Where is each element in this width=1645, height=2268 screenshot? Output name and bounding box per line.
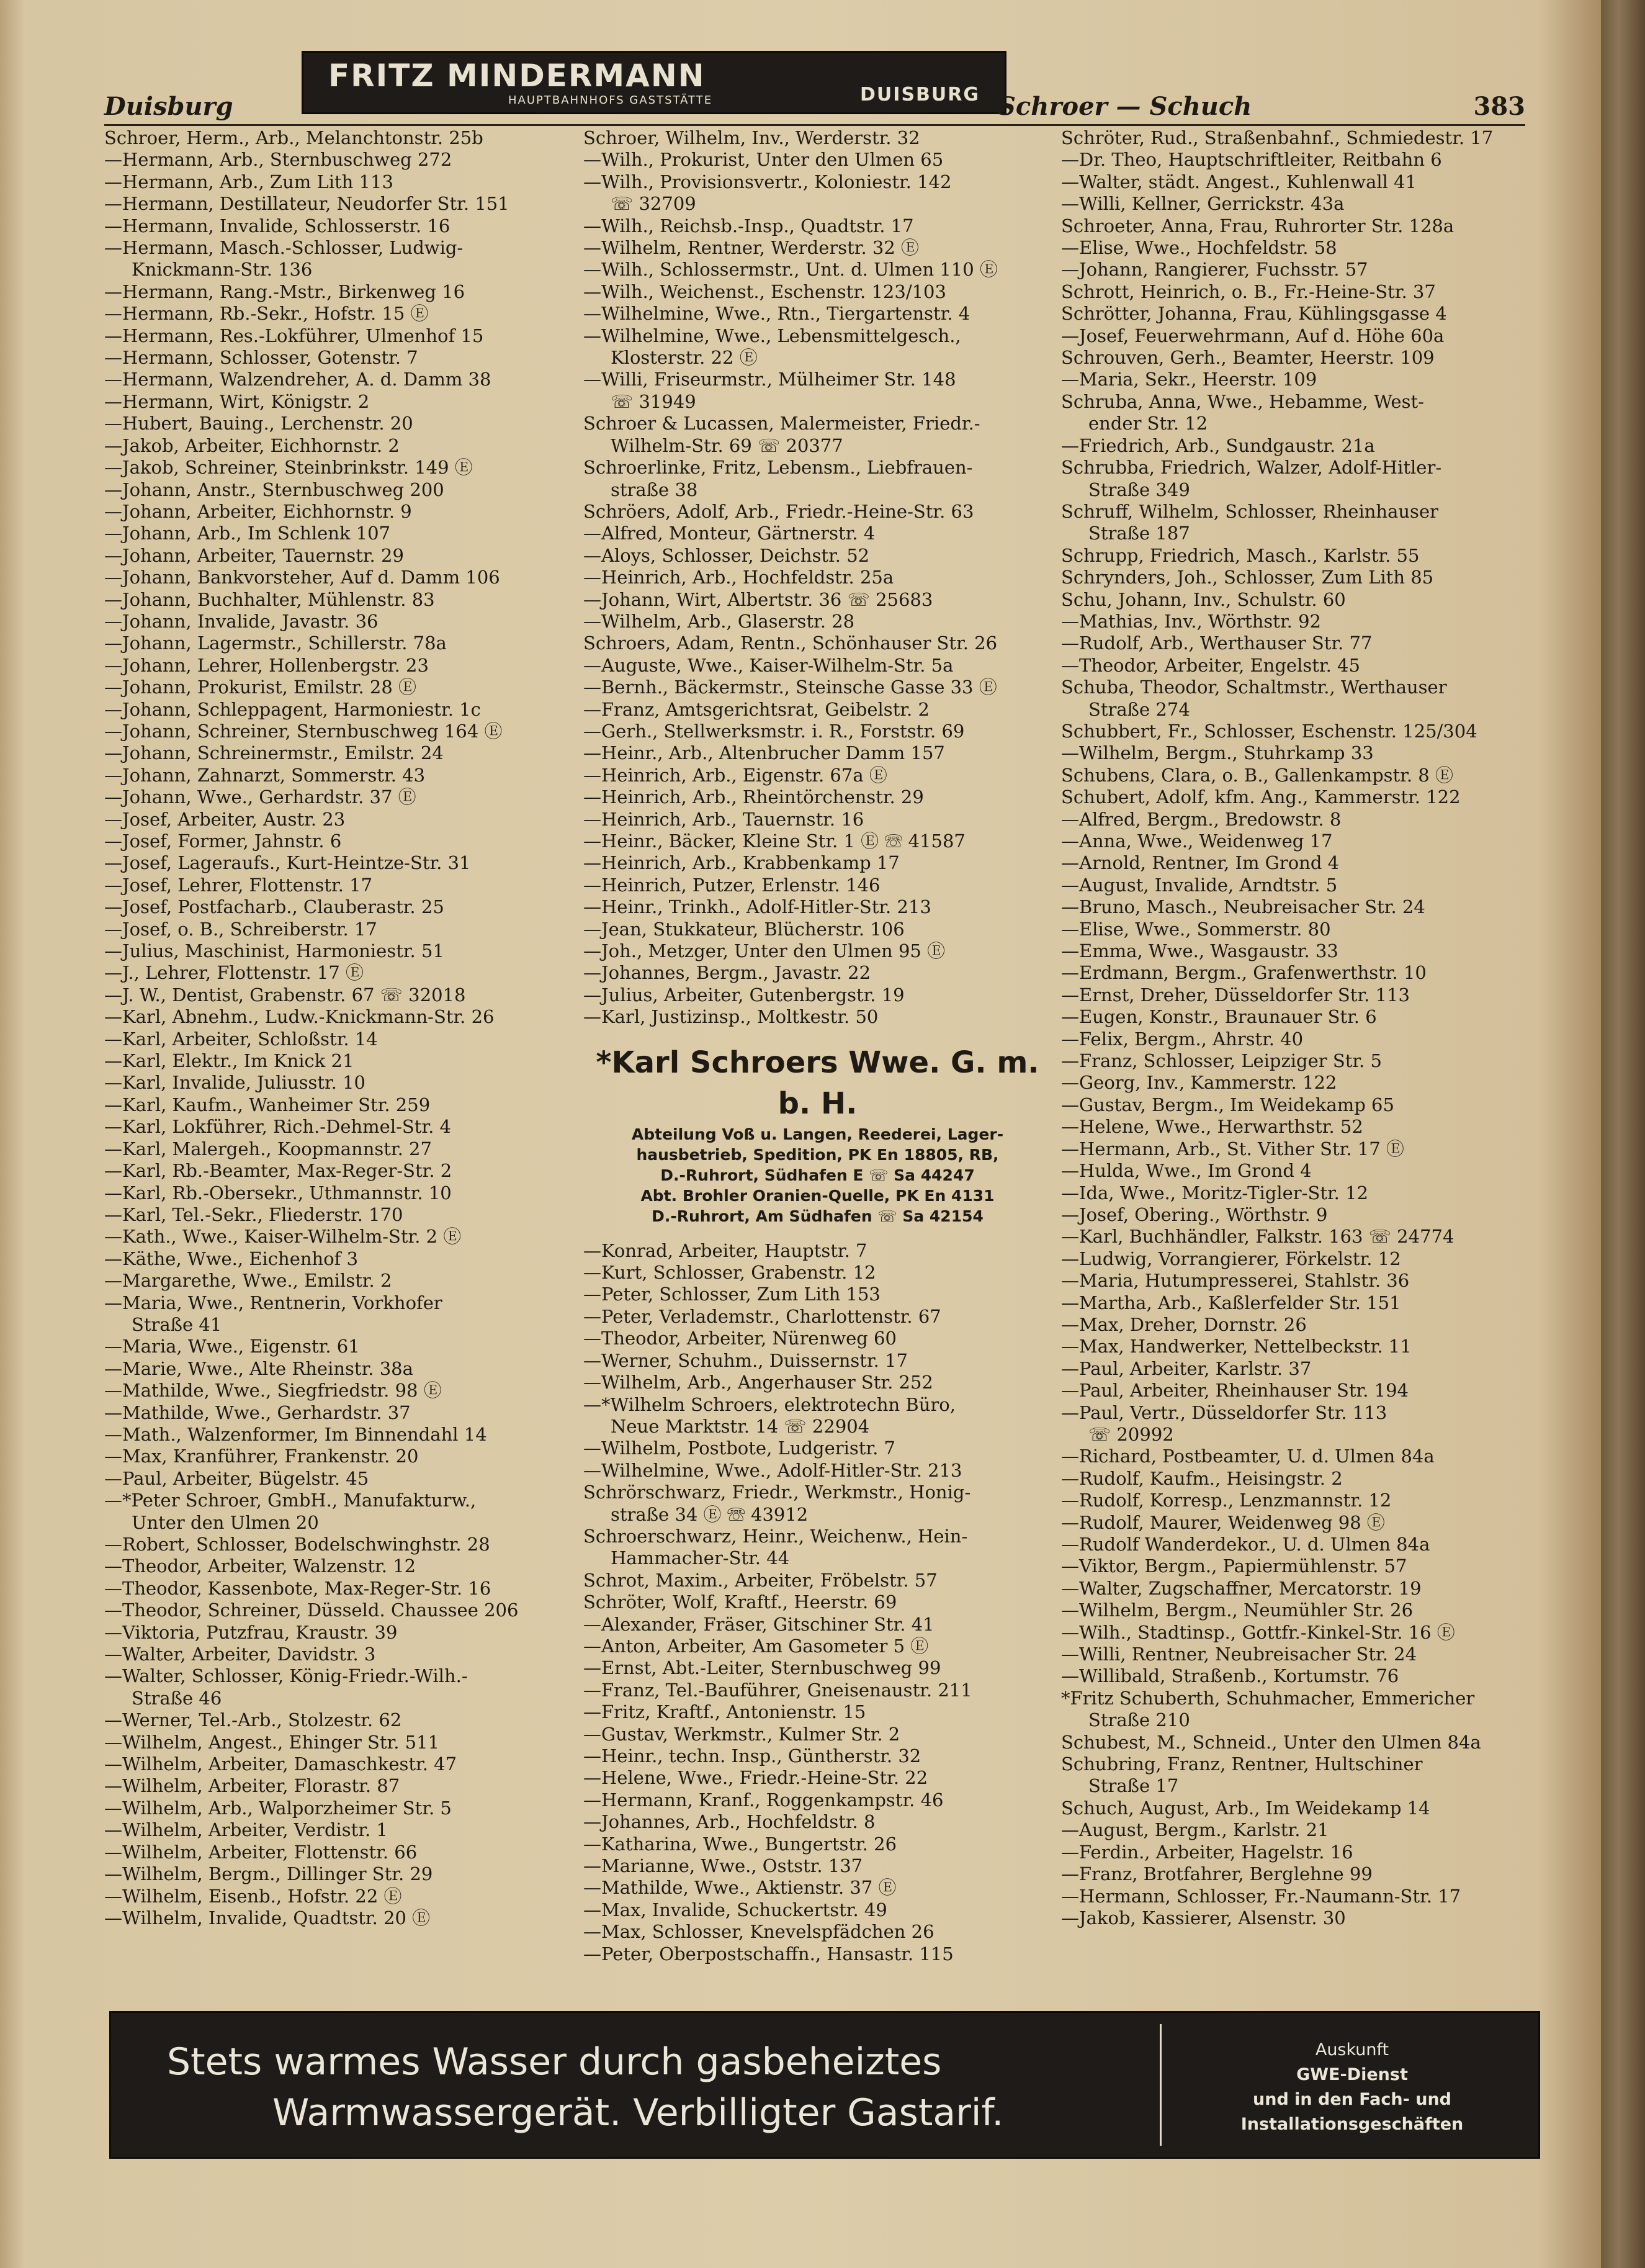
directory-entry: Knickmann-Str. 136	[132, 259, 313, 281]
directory-entry: —Hermann, Arb., Sternbuschweg 272	[104, 149, 452, 171]
directory-entry: Straße 187	[1088, 523, 1190, 544]
directory-entry: —Jakob, Kassierer, Alsenstr. 30	[1061, 1907, 1346, 1928]
directory-entry: —Math., Walzenformer, Im Binnendahl 14	[104, 1423, 487, 1445]
ad-slogan	[167, 2036, 1222, 2138]
directory-entry: —Max, Handwerker, Nettelbeckstr. 11	[1061, 1336, 1412, 1357]
directory-entry: —Hermann, Masch.-Schlosser, Ludwig-	[104, 237, 464, 259]
directory-entry: —Wilhelm, Arb., Angerhauser Str. 252	[583, 1372, 933, 1393]
directory-entry: Schrynders, Joh., Schlosser, Zum Lith 85	[1061, 567, 1434, 588]
directory-entry: —Wilhelm, Arbeiter, Damaschkestr. 47	[104, 1753, 457, 1775]
directory-entry: —Max, Dreher, Dornstr. 26	[1061, 1313, 1307, 1335]
directory-entry: —Hermann, Arb., Zum Lith 113	[104, 171, 393, 192]
directory-entry: —Karl, Tel.-Sekr., Fliederstr. 170	[104, 1204, 403, 1225]
directory-entry: —Bruno, Masch., Neubreisacher Str. 24	[1061, 896, 1425, 918]
directory-entry: —Paul, Arbeiter, Rheinhauser Str. 194	[1061, 1380, 1409, 1402]
directory-entry: —Walter, städt. Angest., Kuhlenwall 41	[1061, 171, 1417, 192]
directory-entry: —Johann, Rangierer, Fuchsstr. 57	[1061, 259, 1368, 281]
directory-entry: —Hermann, Kranf., Roggenkampstr. 46	[583, 1789, 944, 1811]
directory-entry: —Rudolf, Korresp., Lenzmannstr. 12	[1061, 1490, 1392, 1511]
directory-entry: —Maria, Wwe., Eigenstr. 61	[104, 1336, 360, 1357]
directory-entry: —Karl, Abnehm., Ludw.-Knickmann-Str. 26	[104, 1006, 495, 1028]
directory-entry: Wilhelm-Str. 69 ☏ 20377	[611, 434, 843, 456]
city-heading: Duisburg	[104, 92, 233, 121]
directory-entry: —Dr. Theo, Hauptschriftleiter, Reitbahn 6	[1061, 149, 1442, 171]
directory-entry: —Theodor, Schreiner, Düsseld. Chaussee 206	[104, 1600, 519, 1621]
directory-entry: —Emma, Wwe., Wasgaustr. 33	[1061, 940, 1338, 962]
directory-entry: —Rudolf, Maurer, Weidenweg 98 Ⓔ	[1061, 1511, 1385, 1533]
directory-entry: —Wilhelm, Arbeiter, Verdistr. 1	[104, 1819, 388, 1841]
directory-entry: —Katharina, Wwe., Bungertstr. 26	[583, 1833, 897, 1855]
directory-entry: —Heinrich, Putzer, Erlenstr. 146	[583, 874, 881, 896]
directory-entry: —Willi, Friseurmstr., Mülheimer Str. 148	[583, 369, 956, 390]
directory-entry: —Wilhelm, Rentner, Werderstr. 32 Ⓔ	[583, 237, 920, 259]
directory-entry: Schröter, Rud., Straßenbahnf., Schmiedestr. 17	[1061, 127, 1494, 148]
directory-entry: —Franz, Tel.-Bauführer, Gneisenaustr. 211	[583, 1679, 972, 1701]
directory-entry: —Friedrich, Arb., Sundgaustr. 21a	[1061, 434, 1375, 456]
directory-entry: —Martha, Arb., Kaßlerfelder Str. 151	[1061, 1292, 1401, 1313]
directory-entry: —Ferdin., Arbeiter, Hagelstr. 16	[1061, 1841, 1353, 1863]
directory-entry: —J. W., Dentist, Grabenstr. 67 ☏ 32018	[104, 984, 466, 1006]
directory-entry: —Werner, Tel.-Arb., Stolzestr. 62	[104, 1709, 402, 1731]
directory-entry: —Wilhelmine, Wwe., Adolf-Hitler-Str. 213	[583, 1459, 962, 1481]
directory-entry: —Hubert, Bauing., Lerchenstr. 20	[104, 413, 413, 434]
directory-entry: Schubert, Adolf, kfm. Ang., Kammerstr. 122	[1061, 786, 1461, 808]
directory-entry: —Josef, o. B., Schreiberstr. 17	[104, 918, 377, 940]
directory-entry: —Karl, Elektr., Im Knick 21	[104, 1050, 354, 1072]
column-2	[583, 127, 1052, 1965]
directory-entry: Schubens, Clara, o. B., Gallenkampstr. 8 Ⓔ	[1061, 764, 1453, 786]
ad-line: hausbetrieb, Spedition, PK En 18805, RB,	[636, 1145, 999, 1164]
directory-entry: —Hermann, Destillateur, Neudorfer Str. 151	[104, 193, 509, 215]
directory-entry: Schroerschwarz, Heinr., Weichenw., Hein-	[583, 1525, 968, 1547]
banner-subtitle: HAUPTBAHNHOFS GASTSTÄTTE	[508, 94, 713, 107]
directory-entry: —Wilhelm, Angest., Ehinger Str. 511	[104, 1731, 440, 1753]
gas-advertisement	[109, 2011, 1540, 2159]
directory-entry: —Peter, Verlademstr., Charlottenstr. 67	[583, 1305, 941, 1327]
directory-entry: ender Str. 12	[1088, 413, 1208, 434]
directory-entry: —Joh., Metzger, Unter den Ulmen 95 Ⓔ	[583, 940, 946, 962]
ad-info-line: Installationsgeschäften	[1240, 2115, 1464, 2134]
directory-entry: —Heinrich, Arb., Krabbenkamp 17	[583, 852, 900, 874]
directory-entry: —Josef, Arbeiter, Austr. 23	[104, 808, 346, 830]
directory-entry: —August, Bergm., Karlstr. 21	[1061, 1819, 1329, 1841]
directory-entry: Schrötter, Johanna, Frau, Kühlingsgasse 4	[1061, 303, 1447, 325]
directory-entry: —Theodor, Arbeiter, Engelstr. 45	[1061, 654, 1360, 676]
directory-entry: —Johann, Prokurist, Emilstr. 28 Ⓔ	[104, 677, 417, 698]
directory-entry: Schruff, Wilhelm, Schlosser, Rheinhauser	[1061, 500, 1438, 522]
directory-entry: —Walter, Zugschaffner, Mercatorstr. 19	[1061, 1577, 1422, 1599]
directory-entry: —Wilhelmine, Wwe., Lebensmittelgesch.,	[583, 325, 961, 346]
directory-entry: —Aloys, Schlosser, Deichstr. 52	[583, 544, 870, 566]
directory-entry: —Franz, Brotfahrer, Berglehne 99	[1061, 1863, 1373, 1885]
directory-entry: —Max, Kranführer, Frankenstr. 20	[104, 1446, 419, 1467]
directory-entry: —Heinrich, Arb., Tauernstr. 16	[583, 808, 864, 830]
directory-entry: Schrupp, Friedrich, Masch., Karlstr. 55	[1061, 544, 1420, 566]
directory-entry: —Karl, Rb.-Obersekr., Uthmannstr. 10	[104, 1182, 452, 1204]
directory-entry: —Julius, Arbeiter, Gutenbergstr. 19	[583, 984, 905, 1006]
directory-entry: —Anton, Arbeiter, Am Gasometer 5 Ⓔ	[583, 1635, 929, 1657]
directory-entry: —Alexander, Fräser, Gitschiner Str. 41	[583, 1613, 935, 1635]
directory-entry: —Heinr., Trinkh., Adolf-Hitler-Str. 213	[583, 896, 931, 918]
ad-title: *Karl Schroers Wwe. G. m. b. H.	[596, 1045, 1039, 1121]
directory-entry: —Hermann, Invalide, Schlosserstr. 16	[104, 215, 450, 236]
directory-entry: Straße 46	[132, 1687, 222, 1709]
directory-entry: —Josef, Obering., Wörthstr. 9	[1061, 1204, 1328, 1225]
directory-entry: Klosterstr. 22 Ⓔ	[611, 347, 758, 369]
directory-entry: —Mathilde, Wwe., Aktienstr. 37 Ⓔ	[583, 1877, 897, 1899]
directory-entry: —Helene, Wwe., Herwarthstr. 52	[1061, 1116, 1363, 1138]
directory-entry: —Johann, Arbeiter, Tauernstr. 29	[104, 544, 404, 566]
book-spine	[1601, 0, 1645, 2268]
directory-entry: —Anna, Wwe., Weidenweg 17	[1061, 830, 1333, 852]
directory-entry: Schroeter, Anna, Frau, Ruhrorter Str. 128a	[1061, 215, 1455, 236]
directory-entry: —Wilh., Weichenst., Eschenstr. 123/103	[583, 281, 946, 302]
directory-entry: —Paul, Arbeiter, Karlstr. 37	[1061, 1357, 1312, 1379]
directory-entry: —Johann, Lehrer, Hollenbergstr. 23	[104, 654, 429, 676]
directory-entry: —Wilhelm, Arb., Glaserstr. 28	[583, 610, 855, 632]
directory-entry: Straße 41	[132, 1313, 222, 1335]
directory-entry: —Peter, Schlosser, Zum Lith 153	[583, 1284, 881, 1305]
directory-entry: —Elise, Wwe., Hochfeldstr. 58	[1061, 237, 1337, 259]
directory-entry: Schroer & Lucassen, Malermeister, Friedr.-	[583, 413, 980, 434]
directory-entry: —Hermann, Walzendreher, A. d. Damm 38	[104, 369, 491, 390]
directory-entry: —Willi, Kellner, Gerrickstr. 43a	[1061, 193, 1345, 215]
directory-entry: —Gustav, Werkmstr., Kulmer Str. 2	[583, 1723, 900, 1745]
directory-entry: —Johannes, Arb., Hochfeldstr. 8	[583, 1811, 876, 1833]
directory-entry: —Felix, Bergm., Ahrstr. 40	[1061, 1028, 1304, 1050]
directory-entry: —Wilh., Provisionsvertr., Koloniestr. 142	[583, 171, 952, 192]
directory-entry: —Wilhelm, Invalide, Quadtstr. 20 Ⓔ	[104, 1907, 431, 1928]
ad-info-line: Auskunft	[1315, 2040, 1389, 2059]
directory-entry: —Jakob, Schreiner, Steinbrinkstr. 149 Ⓔ	[104, 457, 473, 479]
header-advertisement	[302, 51, 1006, 114]
directory-entry: —Maria, Wwe., Rentnerin, Vorkhofer	[104, 1292, 442, 1313]
directory-entry: —Heinr., techn. Insp., Güntherstr. 32	[583, 1745, 921, 1766]
directory-entry: —Hermann, Schlosser, Gotenstr. 7	[104, 347, 418, 369]
directory-entry: Schroers, Adam, Rentn., Schönhauser Str. 26	[583, 632, 998, 654]
directory-entry: —Max, Invalide, Schuckertstr. 49	[583, 1899, 887, 1920]
directory-entry: —Margarethe, Wwe., Emilstr. 2	[104, 1270, 392, 1292]
directory-entry: —Arnold, Rentner, Im Grond 4	[1061, 852, 1340, 874]
directory-entry: —Alfred, Bergm., Bredowstr. 8	[1061, 808, 1342, 830]
directory-entry: —Konrad, Arbeiter, Hauptstr. 7	[583, 1240, 867, 1261]
directory-entry: —Kath., Wwe., Kaiser-Wilhelm-Str. 2 Ⓔ	[104, 1226, 462, 1248]
directory-entry: *Fritz Schuberth, Schuhmacher, Emmericher	[1061, 1687, 1475, 1709]
directory-entry: —Mathias, Inv., Wörthstr. 92	[1061, 610, 1321, 632]
directory-entry: —Heinrich, Arb., Eigenstr. 67a Ⓔ	[583, 764, 887, 786]
directory-entry: —Hermann, Rb.-Sekr., Hofstr. 15 Ⓔ	[104, 303, 429, 325]
directory-entry: —Willi, Rentner, Neubreisacher Str. 24	[1061, 1644, 1417, 1665]
directory-entry: Straße 274	[1088, 698, 1190, 720]
directory-entry: Neue Marktstr. 14 ☏ 22904	[611, 1415, 870, 1437]
ad-slogan-line-2: Warmwassergerät. Verbilligter Gastarif.	[272, 2091, 1004, 2135]
directory-entry: —Josef, Former, Jahnstr. 6	[104, 830, 342, 852]
directory-entry: —Gustav, Bergm., Im Weidekamp 65	[1061, 1094, 1394, 1115]
directory-entry: —Ludwig, Vorrangierer, Förkelstr. 12	[1061, 1248, 1401, 1269]
directory-entry: —Julius, Maschinist, Harmoniestr. 51	[104, 940, 444, 962]
banner-name: FRITZ MINDERMANN	[328, 58, 706, 94]
directory-entry: —Johann, Arbeiter, Eichhornstr. 9	[104, 500, 412, 522]
directory-entry: Schruba, Anna, Wwe., Hebamme, West-	[1061, 390, 1424, 412]
directory-entry: —Jean, Stukkateur, Blücherstr. 106	[583, 918, 905, 940]
directory-entry: —Ernst, Abt.-Leiter, Sternbuschweg 99	[583, 1657, 941, 1679]
directory-entry: —Robert, Schlosser, Bodelschwinghstr. 28	[104, 1534, 490, 1555]
directory-entry: —J., Lehrer, Flottenstr. 17 Ⓔ	[104, 962, 364, 984]
banner-city: DUISBURG	[860, 84, 980, 106]
directory-entry: —Johannes, Bergm., Javastr. 22	[583, 962, 871, 984]
directory-entry: —Wilh., Stadtinsp., Gottfr.-Kinkel-Str. 16 Ⓔ	[1061, 1621, 1455, 1643]
directory-entry: —Theodor, Kassenbote, Max-Reger-Str. 16	[104, 1577, 491, 1599]
directory-entry: —Theodor, Arbeiter, Nürenweg 60	[583, 1328, 897, 1349]
directory-entry: —Josef, Lehrer, Flottenstr. 17	[104, 874, 373, 896]
directory-entry: —Karl, Rb.-Beamter, Max-Reger-Str. 2	[104, 1160, 452, 1182]
ad-slogan-line-1: Stets warmes Wasser durch gasbeheiztes	[167, 2040, 942, 2084]
directory-entry: Straße 349	[1088, 479, 1190, 500]
directory-entry: —Wilhelm, Bergm., Neumühler Str. 26	[1061, 1600, 1414, 1621]
directory-entry: Straße 210	[1088, 1709, 1190, 1731]
directory-entry: —Jakob, Arbeiter, Eichhornstr. 2	[104, 434, 400, 456]
directory-entry: —Gerh., Stellwerksmstr. i. R., Forststr. 69	[583, 720, 965, 742]
directory-entry: —Werner, Schuhm., Duissernstr. 17	[583, 1349, 908, 1371]
directory-entry: —Auguste, Wwe., Kaiser-Wilhelm-Str. 5a	[583, 654, 954, 676]
directory-entry: —*Wilhelm Schroers, elektrotechn Büro,	[583, 1393, 956, 1415]
directory-entry: —Paul, Arbeiter, Bügelstr. 45	[104, 1467, 369, 1489]
directory-entry: Schroer, Wilhelm, Inv., Werderstr. 32	[583, 127, 920, 148]
directory-entry: —Johann, Buchhalter, Mühlenstr. 83	[104, 588, 435, 610]
directory-entry: —Johann, Anstr., Sternbuschweg 200	[104, 479, 444, 500]
directory-entry: —Paul, Vertr., Düsseldorfer Str. 113	[1061, 1402, 1387, 1423]
directory-entry: —Mathilde, Wwe., Gerhardstr. 37	[104, 1402, 411, 1423]
directory-entry: —Fritz, Kraftf., Antonienstr. 15	[583, 1701, 866, 1723]
directory-entry: —Viktor, Bergm., Papiermühlenstr. 57	[1061, 1555, 1407, 1577]
directory-entry: —Mathilde, Wwe., Siegfriedstr. 98 Ⓔ	[104, 1380, 442, 1402]
directory-entry: —Johann, Schreinermstr., Emilstr. 24	[104, 742, 444, 764]
directory-entry: —Rudolf Wanderdekor., U. d. Ulmen 84a	[1061, 1534, 1430, 1555]
directory-entry: —Hermann, Wirt, Königstr. 2	[104, 390, 370, 412]
directory-entry: —Wilhelm, Bergm., Stuhrkamp 33	[1061, 742, 1374, 764]
directory-entry: Schröers, Adolf, Arb., Friedr.-Heine-Str. 63	[583, 500, 974, 522]
directory-entry: —Marie, Wwe., Alte Rheinstr. 38a	[104, 1357, 413, 1379]
directory-entry: —Wilhelm, Arbeiter, Flottenstr. 66	[104, 1841, 418, 1863]
directory-entry: —Johann, Invalide, Javastr. 36	[104, 610, 379, 632]
ad-info-line: GWE-Dienst	[1296, 2065, 1408, 2084]
ad-line: D.-Ruhrort, Am Südhafen ☏ Sa 42154	[652, 1207, 984, 1225]
directory-entry: Schubring, Franz, Rentner, Hultschiner	[1061, 1753, 1423, 1775]
directory-entry: —Karl, Arbeiter, Schloßstr. 14	[104, 1028, 378, 1050]
column-2-bottom-entries	[583, 1240, 1052, 1965]
directory-entry: —Hermann, Res.-Lokführer, Ulmenhof 15	[104, 325, 484, 346]
ad-line: Abt. Brohler Oranien-Quelle, PK En 4131	[640, 1186, 995, 1205]
directory-entry: ☏ 32709	[611, 193, 696, 215]
directory-entry: —Theodor, Arbeiter, Walzenstr. 12	[104, 1555, 416, 1577]
ad-info-line: und in den Fach- und	[1253, 2090, 1451, 2109]
directory-entry: —Karl, Lokführer, Rich.-Dehmel-Str. 4	[104, 1116, 452, 1138]
directory-entry: —Rudolf, Kaufm., Heisingstr. 2	[1061, 1467, 1343, 1489]
ad-divider	[1160, 2024, 1162, 2146]
ad-info	[1178, 2038, 1526, 2137]
directory-entry: —Wilhelm, Bergm., Dillinger Str. 29	[104, 1863, 433, 1885]
directory-entry: —Josef, Feuerwehrmann, Auf d. Höhe 60a	[1061, 325, 1445, 346]
directory-entry: —Maria, Sekr., Heerstr. 109	[1061, 369, 1317, 390]
directory-entry: Schuch, August, Arb., Im Weidekamp 14	[1061, 1797, 1430, 1819]
directory-entry: —Karl, Malergeh., Koopmannstr. 27	[104, 1138, 432, 1159]
directory-entry: —Elise, Wwe., Sommerstr. 80	[1061, 918, 1331, 940]
directory-entry: straße 38	[611, 479, 698, 500]
company-advertisement	[583, 1042, 1052, 1226]
directory-entry: —Hermann, Arb., St. Vither Str. 17 Ⓔ	[1061, 1138, 1404, 1159]
directory-entry: ☏ 20992	[1088, 1423, 1174, 1445]
directory-entry: —Johann, Lagermstr., Schillerstr. 78a	[104, 632, 447, 654]
directory-entry: —Karl, Justizinsp., Moltkestr. 50	[583, 1006, 879, 1028]
directory-entry: —August, Invalide, Arndtstr. 5	[1061, 874, 1338, 896]
directory-entry: —Willibald, Straßenb., Kortumstr. 76	[1061, 1665, 1399, 1687]
column-3	[1061, 127, 1530, 1929]
directory-entry: —Wilh., Reichsb.-Insp., Quadtstr. 17	[583, 215, 914, 236]
directory-entry: —Wilhelmine, Wwe., Rtn., Tiergartenstr. 4	[583, 303, 970, 325]
directory-entry: Schrörschwarz, Friedr., Werkmstr., Honig-	[583, 1482, 971, 1503]
directory-entry: —Heinrich, Arb., Hochfeldstr. 25a	[583, 567, 894, 588]
ad-line: D.-Ruhrort, Südhafen E ☏ Sa 44247	[660, 1166, 975, 1184]
directory-entry: Schroerlinke, Fritz, Lebensm., Liebfrauen-	[583, 457, 973, 479]
directory-entry: —Ernst, Dreher, Düsseldorfer Str. 113	[1061, 984, 1410, 1006]
directory-entry: —Viktoria, Putzfrau, Kraustr. 39	[104, 1621, 398, 1643]
directory-entry: —Wilh., Prokurist, Unter den Ulmen 65	[583, 149, 944, 171]
directory-entry: —Peter, Oberpostschaffn., Hansastr. 115	[583, 1943, 954, 1964]
page-number: 383	[1473, 92, 1525, 121]
directory-entry: —Josef, Postfacharb., Clauberastr. 25	[104, 896, 444, 918]
directory-entry: ☏ 31949	[611, 390, 696, 412]
header-rule	[104, 124, 1525, 126]
directory-entry: —Karl, Kaufm., Wanheimer Str. 259	[104, 1094, 431, 1115]
directory-entry: Schrubba, Friedrich, Walzer, Adolf-Hitler-	[1061, 457, 1442, 479]
page-header	[104, 45, 1525, 125]
directory-entry: Schröter, Wolf, Kraftf., Heerstr. 69	[583, 1591, 897, 1613]
directory-entry: —Wilhelm, Eisenb., Hofstr. 22 Ⓔ	[104, 1885, 402, 1907]
directory-entry: Schrouven, Gerh., Beamter, Heerstr. 109	[1061, 347, 1435, 369]
directory-entry: —Franz, Schlosser, Leipziger Str. 5	[1061, 1050, 1382, 1072]
ad-line: Abteilung Voß u. Langen, Reederei, Lager-	[631, 1125, 1004, 1143]
directory-entry: —Johann, Schleppagent, Harmoniestr. 1c	[104, 698, 481, 720]
directory-entry: —Johann, Bankvorsteher, Auf d. Damm 106	[104, 567, 500, 588]
column-2-top-entries	[583, 127, 1052, 1028]
directory-entry: —Käthe, Wwe., Eichenhof 3	[104, 1248, 359, 1269]
directory-entry: —Karl, Invalide, Juliusstr. 10	[104, 1072, 366, 1094]
directory-entry: —Wilhelm, Arb., Walporzheimer Str. 5	[104, 1797, 452, 1819]
directory-entry: —Johann, Wirt, Albertstr. 36 ☏ 25683	[583, 588, 933, 610]
directory-entry: —Georg, Inv., Kammerstr. 122	[1061, 1072, 1337, 1094]
directory-entry: —Kurt, Schlosser, Grabenstr. 12	[583, 1262, 876, 1284]
directory-entry: Straße 17	[1088, 1775, 1179, 1797]
name-range: Schroer — Schuch	[998, 92, 1252, 121]
directory-entry: Unter den Ulmen 20	[132, 1511, 319, 1533]
directory-entry: —Max, Schlosser, Knevelspfädchen 26	[583, 1921, 935, 1943]
directory-entry: —Rudolf, Arb., Werthauser Str. 77	[1061, 632, 1373, 654]
directory-entry: —Helene, Wwe., Friedr.-Heine-Str. 22	[583, 1767, 928, 1789]
directory-entry: —Wilhelm, Postbote, Ludgeristr. 7	[583, 1438, 895, 1459]
directory-entry: Schrott, Heinrich, o. B., Fr.-Heine-Str. 37	[1061, 281, 1436, 302]
directory-entry: —Hermann, Rang.-Mstr., Birkenweg 16	[104, 281, 465, 302]
directory-entry: —Wilh., Schlossermstr., Unt. d. Ulmen 110 Ⓔ	[583, 259, 998, 281]
directory-entry: —Bernh., Bäckermstr., Steinsche Gasse 33 Ⓔ	[583, 677, 997, 698]
directory-entry: —*Peter Schroer, GmbH., Manufakturw.,	[104, 1490, 477, 1511]
directory-entry: —Heinr., Arb., Altenbrucher Damm 157	[583, 742, 945, 764]
directory-entry: —Hermann, Schlosser, Fr.-Naumann-Str. 17	[1061, 1885, 1461, 1907]
directory-entry: —Erdmann, Bergm., Grafenwerthstr. 10	[1061, 962, 1427, 984]
directory-entry: straße 34 Ⓔ ☏ 43912	[611, 1503, 809, 1525]
directory-entry: —Ida, Wwe., Moritz-Tigler-Str. 12	[1061, 1182, 1368, 1204]
directory-entry: —Marianne, Wwe., Oststr. 137	[583, 1855, 863, 1877]
directory-entry: —Walter, Schlosser, König-Friedr.-Wilh.-	[104, 1665, 468, 1687]
directory-entry: —Walter, Arbeiter, Davidstr. 3	[104, 1644, 376, 1665]
directory-entry: Schu, Johann, Inv., Schulstr. 60	[1061, 588, 1346, 610]
directory-entry: —Heinrich, Arb., Rheintörchenstr. 29	[583, 786, 924, 808]
directory-entry: Schroer, Herm., Arb., Melanchtonstr. 25b	[104, 127, 483, 148]
directory-entry: —Karl, Buchhändler, Falkstr. 163 ☏ 24774	[1061, 1226, 1455, 1248]
directory-entry: Hammacher-Str. 44	[611, 1547, 790, 1569]
directory-entry: Schrot, Maxim., Arbeiter, Fröbelstr. 57	[583, 1569, 938, 1591]
column-1	[104, 127, 573, 1929]
directory-entry: —Eugen, Konstr., Braunauer Str. 6	[1061, 1006, 1377, 1028]
directory-entry: —Alfred, Monteur, Gärtnerstr. 4	[583, 523, 876, 544]
directory-entry: —Hulda, Wwe., Im Grond 4	[1061, 1160, 1312, 1182]
directory-entry: —Franz, Amtsgerichtsrat, Geibelstr. 2	[583, 698, 930, 720]
directory-entry: —Johann, Zahnarzt, Sommerstr. 43	[104, 764, 426, 786]
directory-entry: —Johann, Arb., Im Schlenk 107	[104, 523, 391, 544]
directory-entry: —Maria, Hutumpresserei, Stahlstr. 36	[1061, 1270, 1410, 1292]
directory-entry: Schuba, Theodor, Schaltmstr., Werthauser	[1061, 677, 1447, 698]
directory-entry: —Wilhelm, Arbeiter, Florastr. 87	[104, 1775, 400, 1797]
directory-entry: —Heinr., Bäcker, Kleine Str. 1 Ⓔ ☏ 41587	[583, 830, 966, 852]
directory-entry: Schubest, M., Schneid., Unter den Ulmen 84a	[1061, 1731, 1481, 1753]
directory-entry: Schubbert, Fr., Schlosser, Eschenstr. 125/304	[1061, 720, 1477, 742]
directory-entry: —Johann, Wwe., Gerhardstr. 37 Ⓔ	[104, 786, 416, 808]
directory-entry: —Josef, Lageraufs., Kurt-Heintze-Str. 31	[104, 852, 471, 874]
directory-entry: —Richard, Postbeamter, U. d. Ulmen 84a	[1061, 1446, 1435, 1467]
directory-entry: —Johann, Schreiner, Sternbuschweg 164 Ⓔ	[104, 720, 503, 742]
